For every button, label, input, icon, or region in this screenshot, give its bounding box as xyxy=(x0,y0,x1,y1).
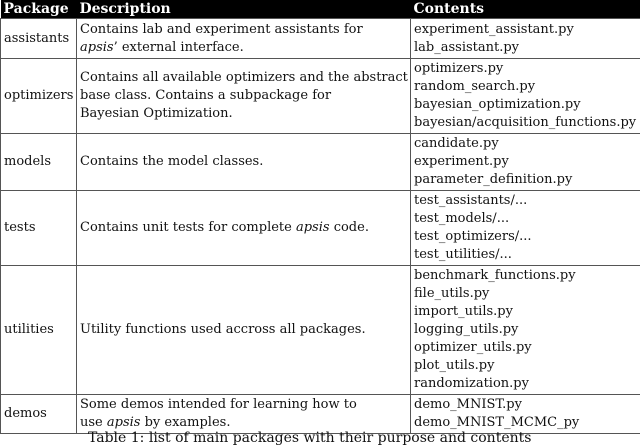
file: bayesian/acquisition_functions.py xyxy=(414,114,637,132)
description-cell xyxy=(77,19,411,59)
description-cell xyxy=(77,59,411,134)
file: import_utils.py xyxy=(414,303,637,321)
file: demo_MNIST.py xyxy=(414,396,637,414)
desc-text: use xyxy=(80,415,107,430)
file: benchmark_functions.py xyxy=(414,267,637,285)
file: file_utils.py xyxy=(414,285,637,303)
header-package: Package xyxy=(1,0,77,19)
package-cell: optimizers xyxy=(1,59,77,134)
desc-italic: apsis xyxy=(80,40,114,55)
file: demo_MNIST_MCMC_py xyxy=(414,414,637,432)
file: lab_assistant.py xyxy=(414,39,637,57)
desc-text: ’ external interface. xyxy=(114,40,244,55)
package-cell: utilities xyxy=(1,266,77,395)
desc-line: base class. Contains a subpackage for xyxy=(80,87,407,105)
file: experiment_assistant.py xyxy=(414,21,637,39)
package-cell: tests xyxy=(1,191,77,266)
desc-text: code. xyxy=(330,220,369,235)
file: plot_utils.py xyxy=(414,357,637,375)
desc-line: Contains the model classes. xyxy=(80,153,407,171)
contents-cell xyxy=(411,266,640,395)
table-row xyxy=(1,191,640,266)
file: logging_utils.py xyxy=(414,321,637,339)
file: test_models/... xyxy=(414,210,637,228)
file: test_optimizers/... xyxy=(414,228,637,246)
file: parameter_definition.py xyxy=(414,171,637,189)
header-description: Description xyxy=(77,0,411,19)
desc-text: Contains unit tests for complete xyxy=(80,220,296,235)
contents-cell xyxy=(411,191,640,266)
table-row xyxy=(1,134,640,191)
header-row xyxy=(1,0,640,19)
table-row xyxy=(1,266,640,395)
table-row xyxy=(1,59,640,134)
package-cell: demos xyxy=(1,395,77,434)
description-cell xyxy=(77,395,411,434)
contents-cell xyxy=(411,59,640,134)
desc-italic: apsis xyxy=(296,220,330,235)
description-cell xyxy=(77,191,411,266)
file: test_utilities/... xyxy=(414,246,637,264)
description-cell xyxy=(77,134,411,191)
file: candidate.py xyxy=(414,135,637,153)
file: optimizer_utils.py xyxy=(414,339,637,357)
table-row xyxy=(1,395,640,434)
desc-line: Some demos intended for learning how to xyxy=(80,396,407,414)
desc-line: Utility functions used accross all packages. xyxy=(80,321,407,339)
package-cell: models xyxy=(1,134,77,191)
desc-line: Contains all available optimizers and the abstract xyxy=(80,69,407,87)
contents-cell xyxy=(411,134,640,191)
package-cell: assistants xyxy=(1,19,77,59)
contents-cell xyxy=(411,19,640,59)
desc-line: Contains lab and experiment assistants for xyxy=(80,21,407,39)
contents-cell xyxy=(411,395,640,434)
header-contents: Contents xyxy=(411,0,640,19)
description-cell xyxy=(77,266,411,395)
file: optimizers.py xyxy=(414,60,637,78)
desc-text: by examples. xyxy=(140,415,230,430)
desc-line: Bayesian Optimization. xyxy=(80,105,407,123)
file: experiment.py xyxy=(414,153,637,171)
desc-italic: apsis xyxy=(107,415,141,430)
table-row xyxy=(1,19,640,59)
file: test_assistants/... xyxy=(414,192,637,210)
file: randomization.py xyxy=(414,375,637,393)
table-caption: Table 1: list of main packages with their purpose and contents xyxy=(88,430,531,446)
file: random_search.py xyxy=(414,78,637,96)
file: bayesian_optimization.py xyxy=(414,96,637,114)
